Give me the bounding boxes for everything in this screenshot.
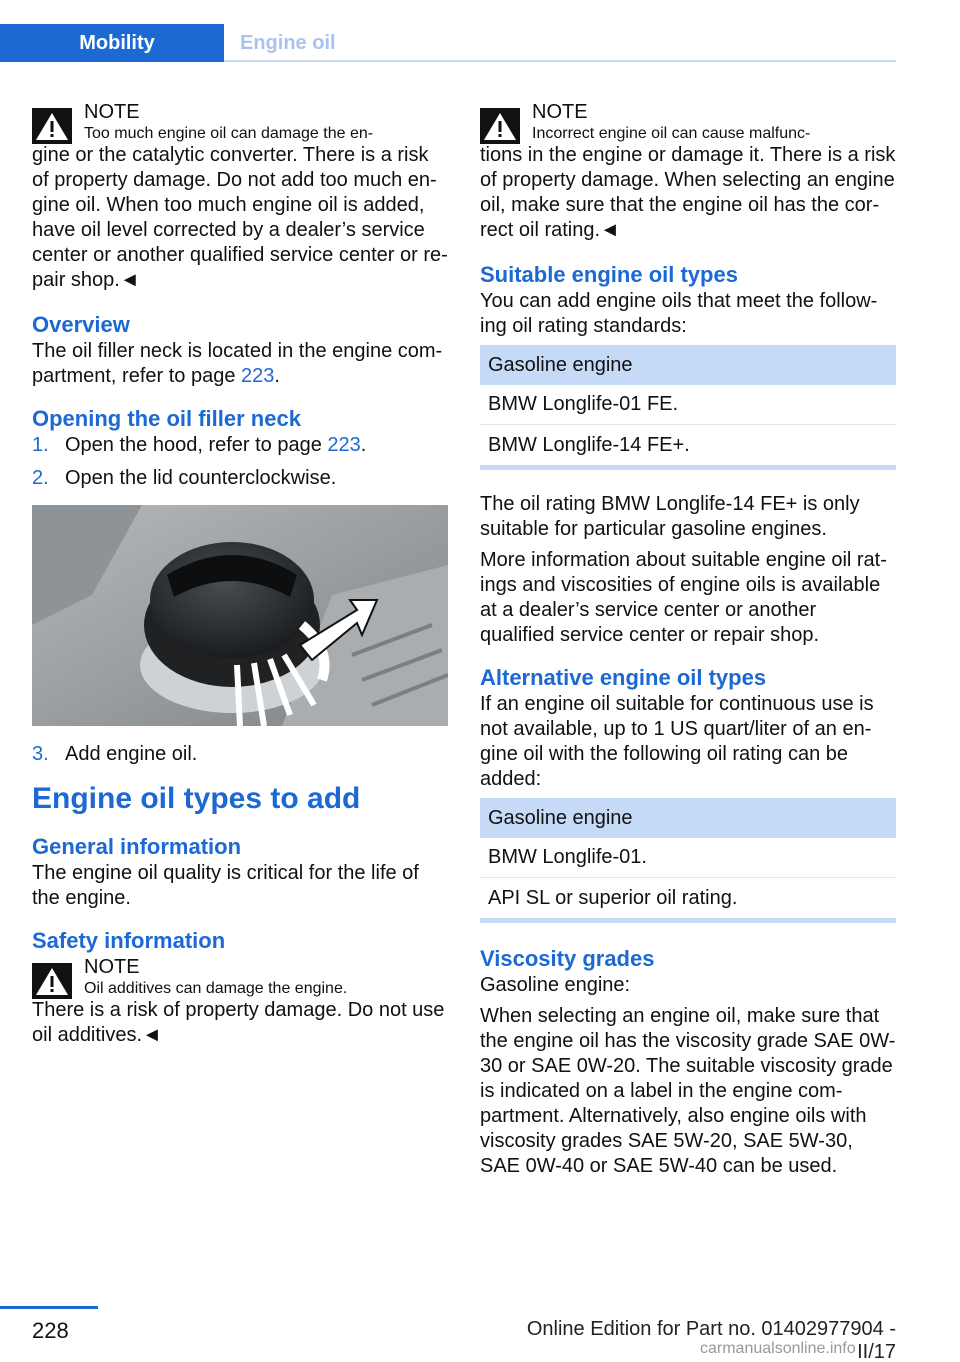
alternative-oil-table bbox=[480, 798, 896, 923]
edition-info: Online Edition for Part no. 01402977904 - II/17 bbox=[526, 1318, 896, 1362]
suitable-heading: Suitable engine oil types bbox=[480, 262, 738, 287]
table-row: BMW Longlife-01 FE. bbox=[480, 385, 896, 425]
suitable-p2: More information about suitable engine oil rat-ings and viscosities of engine oils is available at a dealer’s service center or another qualified service center or repair shop. bbox=[480, 549, 887, 646]
warning-icon bbox=[32, 108, 72, 144]
overview-heading: Overview bbox=[32, 312, 130, 337]
footer-accent-line bbox=[0, 1306, 98, 1309]
oil-cap-photo bbox=[32, 505, 448, 726]
note-title: NOTE bbox=[532, 101, 588, 123]
watermark: carmanualsonline.info bbox=[700, 1340, 856, 1357]
opening-steps-continued bbox=[32, 742, 448, 767]
note-first-line: Incorrect engine oil can cause malfunc- bbox=[532, 125, 811, 142]
safety-section bbox=[32, 927, 448, 1048]
alternative-section bbox=[480, 664, 896, 923]
header-divider bbox=[224, 60, 896, 62]
table-row: API SL or superior oil rating. bbox=[488, 886, 738, 909]
oil-cap-illustration bbox=[32, 505, 448, 726]
opening-heading: Opening the oil filler neck bbox=[32, 406, 301, 431]
page-link-223[interactable]: 223 bbox=[241, 365, 275, 387]
note-body: gine or the catalytic converter. There is a risk of property damage. Do not add too much en-gine oil. When too much engine oil is added, have oil level corrected by a dealer’s service center or another qualified service center or re-pair shop.◄ bbox=[32, 144, 448, 291]
note-title: NOTE bbox=[84, 956, 140, 978]
opening-section bbox=[32, 405, 448, 767]
opening-steps bbox=[32, 433, 448, 491]
viscosity-p1: Gasoline engine: bbox=[480, 974, 631, 996]
viscosity-section bbox=[480, 945, 896, 1179]
tab-mobility[interactable]: Mobility bbox=[0, 24, 224, 62]
note-first-line: Too much engine oil can damage the en- bbox=[84, 125, 374, 142]
suitable-section bbox=[480, 261, 896, 648]
list-item: 2. Open the lid counterclockwise. bbox=[32, 467, 337, 489]
page-number: 228 bbox=[32, 1318, 69, 1343]
general-text: The engine oil quality is critical for the life of the engine. bbox=[32, 862, 419, 909]
viscosity-heading: Viscosity grades bbox=[480, 946, 655, 971]
list-item: 1. Open the hood, refer to page 223. bbox=[32, 434, 367, 456]
suitable-oil-table bbox=[480, 345, 896, 470]
overview-text: The oil filler neck is located in the engine com-partment, refer to page 223. bbox=[32, 340, 443, 387]
section-title: Engine oil types to add bbox=[32, 782, 361, 815]
alternative-intro: If an engine oil suitable for continuous use is not available, up to 1 US quart/liter of an en-gine oil with the following oil rating can be added: bbox=[480, 693, 874, 790]
table-row: BMW Longlife-01. bbox=[480, 838, 896, 878]
list-item: 3. Add engine oil. bbox=[32, 743, 198, 765]
viscosity-p2: When selecting an engine oil, make sure that the engine oil has the viscosity grade SAE 0W-30 or SAE 0W-20. The suitable viscosity grade is indicated on a label in the engine com-partment. Alternatively, also engine oils with viscosity grades SAE 5W-20, SAE 5W-30, SAE 0W-40 or SAE 5W-40 can be used. bbox=[480, 1005, 896, 1177]
note-too-much-oil bbox=[32, 100, 448, 293]
general-section bbox=[32, 833, 448, 911]
right-column bbox=[480, 100, 896, 1179]
note-body: There is a risk of property damage. Do not use oil additives.◄ bbox=[32, 999, 445, 1046]
tab-engine-oil[interactable]: Engine oil bbox=[240, 31, 336, 54]
warning-icon bbox=[32, 963, 72, 999]
general-heading: General information bbox=[32, 834, 242, 859]
note-first-line: Oil additives can damage the engine. bbox=[84, 980, 348, 997]
suitable-p1: The oil rating BMW Longlife-14 FE+ is only suitable for particular gasoline engines. bbox=[480, 493, 860, 540]
page-link-223[interactable]: 223 bbox=[327, 434, 361, 456]
overview-section bbox=[32, 311, 448, 389]
left-column bbox=[32, 100, 448, 1066]
note-oil-additives bbox=[32, 955, 448, 1048]
table-row: BMW Longlife-14 FE+. bbox=[488, 433, 690, 456]
page-header bbox=[0, 0, 960, 62]
table-header: Gasoline engine bbox=[480, 798, 896, 838]
safety-heading: Safety information bbox=[32, 928, 226, 953]
warning-icon bbox=[480, 108, 520, 144]
note-title: NOTE bbox=[84, 101, 140, 123]
table-header: Gasoline engine bbox=[480, 345, 896, 385]
alternative-heading: Alternative engine oil types bbox=[480, 665, 767, 690]
note-body: tions in the engine or damage it. There is a risk of property damage. When selecting an engine oil, make sure that the engine oil has the cor-rect oil rating.◄ bbox=[480, 144, 896, 241]
suitable-intro: You can add engine oils that meet the follow-ing oil rating standards: bbox=[480, 290, 878, 337]
note-incorrect-oil bbox=[480, 100, 896, 243]
